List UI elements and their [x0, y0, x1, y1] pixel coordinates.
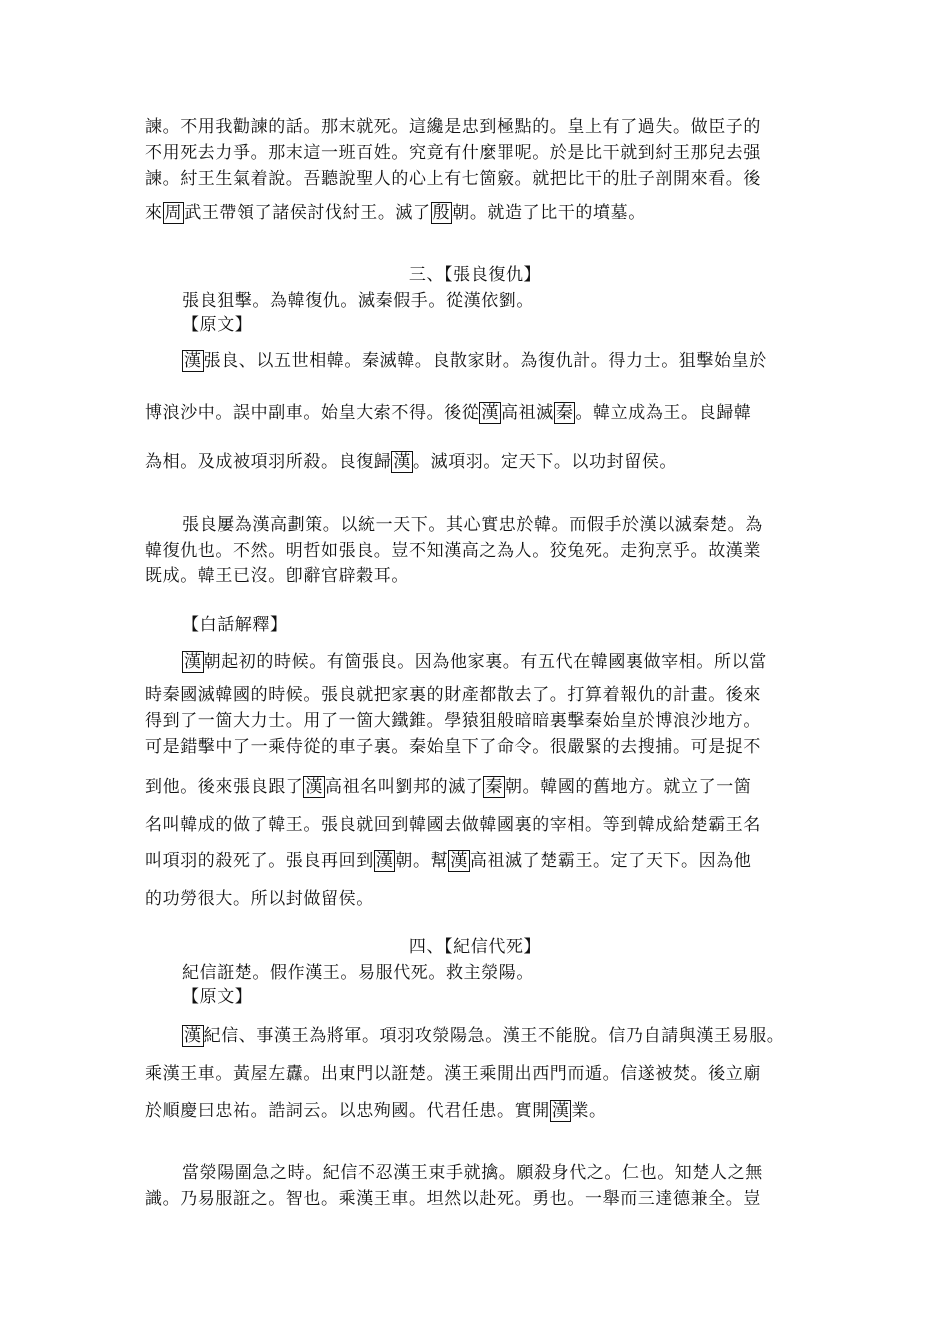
boxed-char: 殷 — [432, 203, 451, 223]
intro-line-1: 諫。不用我勸諫的話。那末就死。這纔是忠到極點的。皇上有了過失。做臣子的 — [145, 117, 761, 137]
section-4-comment-line-1: 當滎陽圍急之時。紀信不忍漢王束手就擒。願殺身代之。仁也。知楚人之無 — [182, 1163, 763, 1183]
section-4-original-line-1: 漢 紀信、事漢王為將軍。項羽攻滎陽急。漢王不能脫。信乃自請與漢王易服。 — [184, 1026, 785, 1046]
intro-line-4: 來 周 武王帶領了諸侯討伐紂王。滅了 殷 朝。就造了比干的墳墓。 — [145, 203, 646, 223]
section-4-original-line-3: 於順慶曰忠祐。誥詞云。以忠殉國。代君任患。實開 漢 業。 — [145, 1101, 607, 1121]
section-3-title: 三、【張良復仇】 — [408, 265, 542, 285]
boxed-char: 漢 — [184, 1026, 202, 1046]
section-3-vernacular-line-6: 名叫韓成的做了韓王。張良就回到韓國去做韓國裏的宰相。等到韓成給楚霸王名 — [145, 815, 761, 835]
boxed-char: 漢 — [305, 777, 324, 797]
boxed-char: 周 — [164, 203, 183, 223]
boxed-char: 漢 — [184, 652, 202, 672]
section-3-original-label: 【原文】 — [182, 315, 253, 335]
boxed-char: 漢 — [184, 351, 202, 371]
section-3-comment-line-3: 既成。韓王已沒。卽辭官辟穀耳。 — [145, 566, 409, 586]
boxed-char: 漢 — [481, 403, 500, 423]
boxed-char: 漢 — [393, 452, 412, 472]
section-3-vernacular-label: 【白話解釋】 — [182, 615, 288, 635]
section-3-comment-line-1: 張良屢為漢高劃策。以統一天下。其心實忠於韓。而假手於漢以滅秦楚。為 — [182, 515, 763, 535]
section-3-vernacular-line-8: 的功勞很大。所以封做留侯。 — [145, 889, 374, 909]
boxed-char: 漢 — [450, 851, 468, 871]
section-3-vernacular-line-4: 可是錯擊中了一乘侍從的車子裏。秦始皇下了命令。很嚴緊的去搜捕。可是捉不 — [145, 737, 761, 757]
section-3-original-line-2: 博浪沙中。誤中副車。始皇大索不得。後從 漢 高祖滅 秦 。韓立成為王。良歸韓 — [145, 403, 752, 423]
intro-line-2: 不用死去力爭。那末這一班百姓。究竟有什麼罪呢。於是比干就到紂王那兒去强 — [145, 143, 761, 163]
section-3-vernacular-line-7: 叫項羽的殺死了。張良再回到 漢 朝。幫 漢 高祖滅了楚霸王。定了天下。因為他 — [145, 851, 752, 871]
section-3-vernacular-line-2: 時秦國滅韓國的時候。張良就把家裏的財產都散去了。打算着報仇的計畫。後來 — [145, 685, 761, 705]
section-4-summary: 紀信誑楚。假作漢王。易服代死。救主滎陽。 — [182, 963, 534, 983]
section-3-vernacular-line-5: 到他。後來張良跟了 漢 高祖名叫劉邦的滅了 秦 朝。韓國的舊地方。就立了一箇 — [145, 777, 752, 797]
section-4-original-line-2: 乘漢王車。黃屋左纛。出東門以誑楚。漢王乘閒出西門而遁。信遂被焚。後立廟 — [145, 1064, 761, 1084]
section-3-comment-line-2: 韓復仇也。不然。明哲如張良。豈不知漢高之為人。狡兔死。走狗烹乎。故漢業 — [145, 541, 761, 561]
section-4-title: 四、【紀信代死】 — [408, 937, 542, 957]
boxed-char: 漢 — [551, 1101, 570, 1121]
section-3-vernacular-line-1: 漢 朝起初的時候。有箇張良。因為他家裏。有五代在韓國裏做宰相。所以當 — [184, 652, 767, 672]
boxed-char: 漢 — [375, 851, 394, 871]
boxed-char: 秦 — [485, 777, 504, 797]
section-4-original-label: 【原文】 — [182, 987, 253, 1007]
section-3-original-line-1: 漢 張良、以五世相韓。秦滅韓。良散家財。為復仇計。得力士。狙擊始皇於 — [184, 351, 767, 371]
intro-line-3: 諫。紂王生氣着說。吾聽說聖人的心上有七箇竅。就把比干的肚子剖開來看。後 — [145, 169, 761, 189]
section-3-summary: 張良狙擊。為韓復仇。滅秦假手。從漢依劉。 — [182, 291, 534, 311]
section-4-comment-line-2: 識。乃易服誑之。智也。乘漢王車。坦然以赴死。勇也。一舉而三達德兼全。豈 — [145, 1189, 761, 1209]
section-3-original-line-3: 為相。及成被項羽所殺。良復歸 漢 。滅項羽。定天下。以功封留侯。 — [145, 452, 678, 472]
boxed-char: 秦 — [555, 403, 574, 423]
section-3-vernacular-line-3: 得到了一箇大力士。用了一箇大鐵錐。學猿狙般暗暗裏擊秦始皇於博浪沙地方。 — [145, 711, 761, 731]
